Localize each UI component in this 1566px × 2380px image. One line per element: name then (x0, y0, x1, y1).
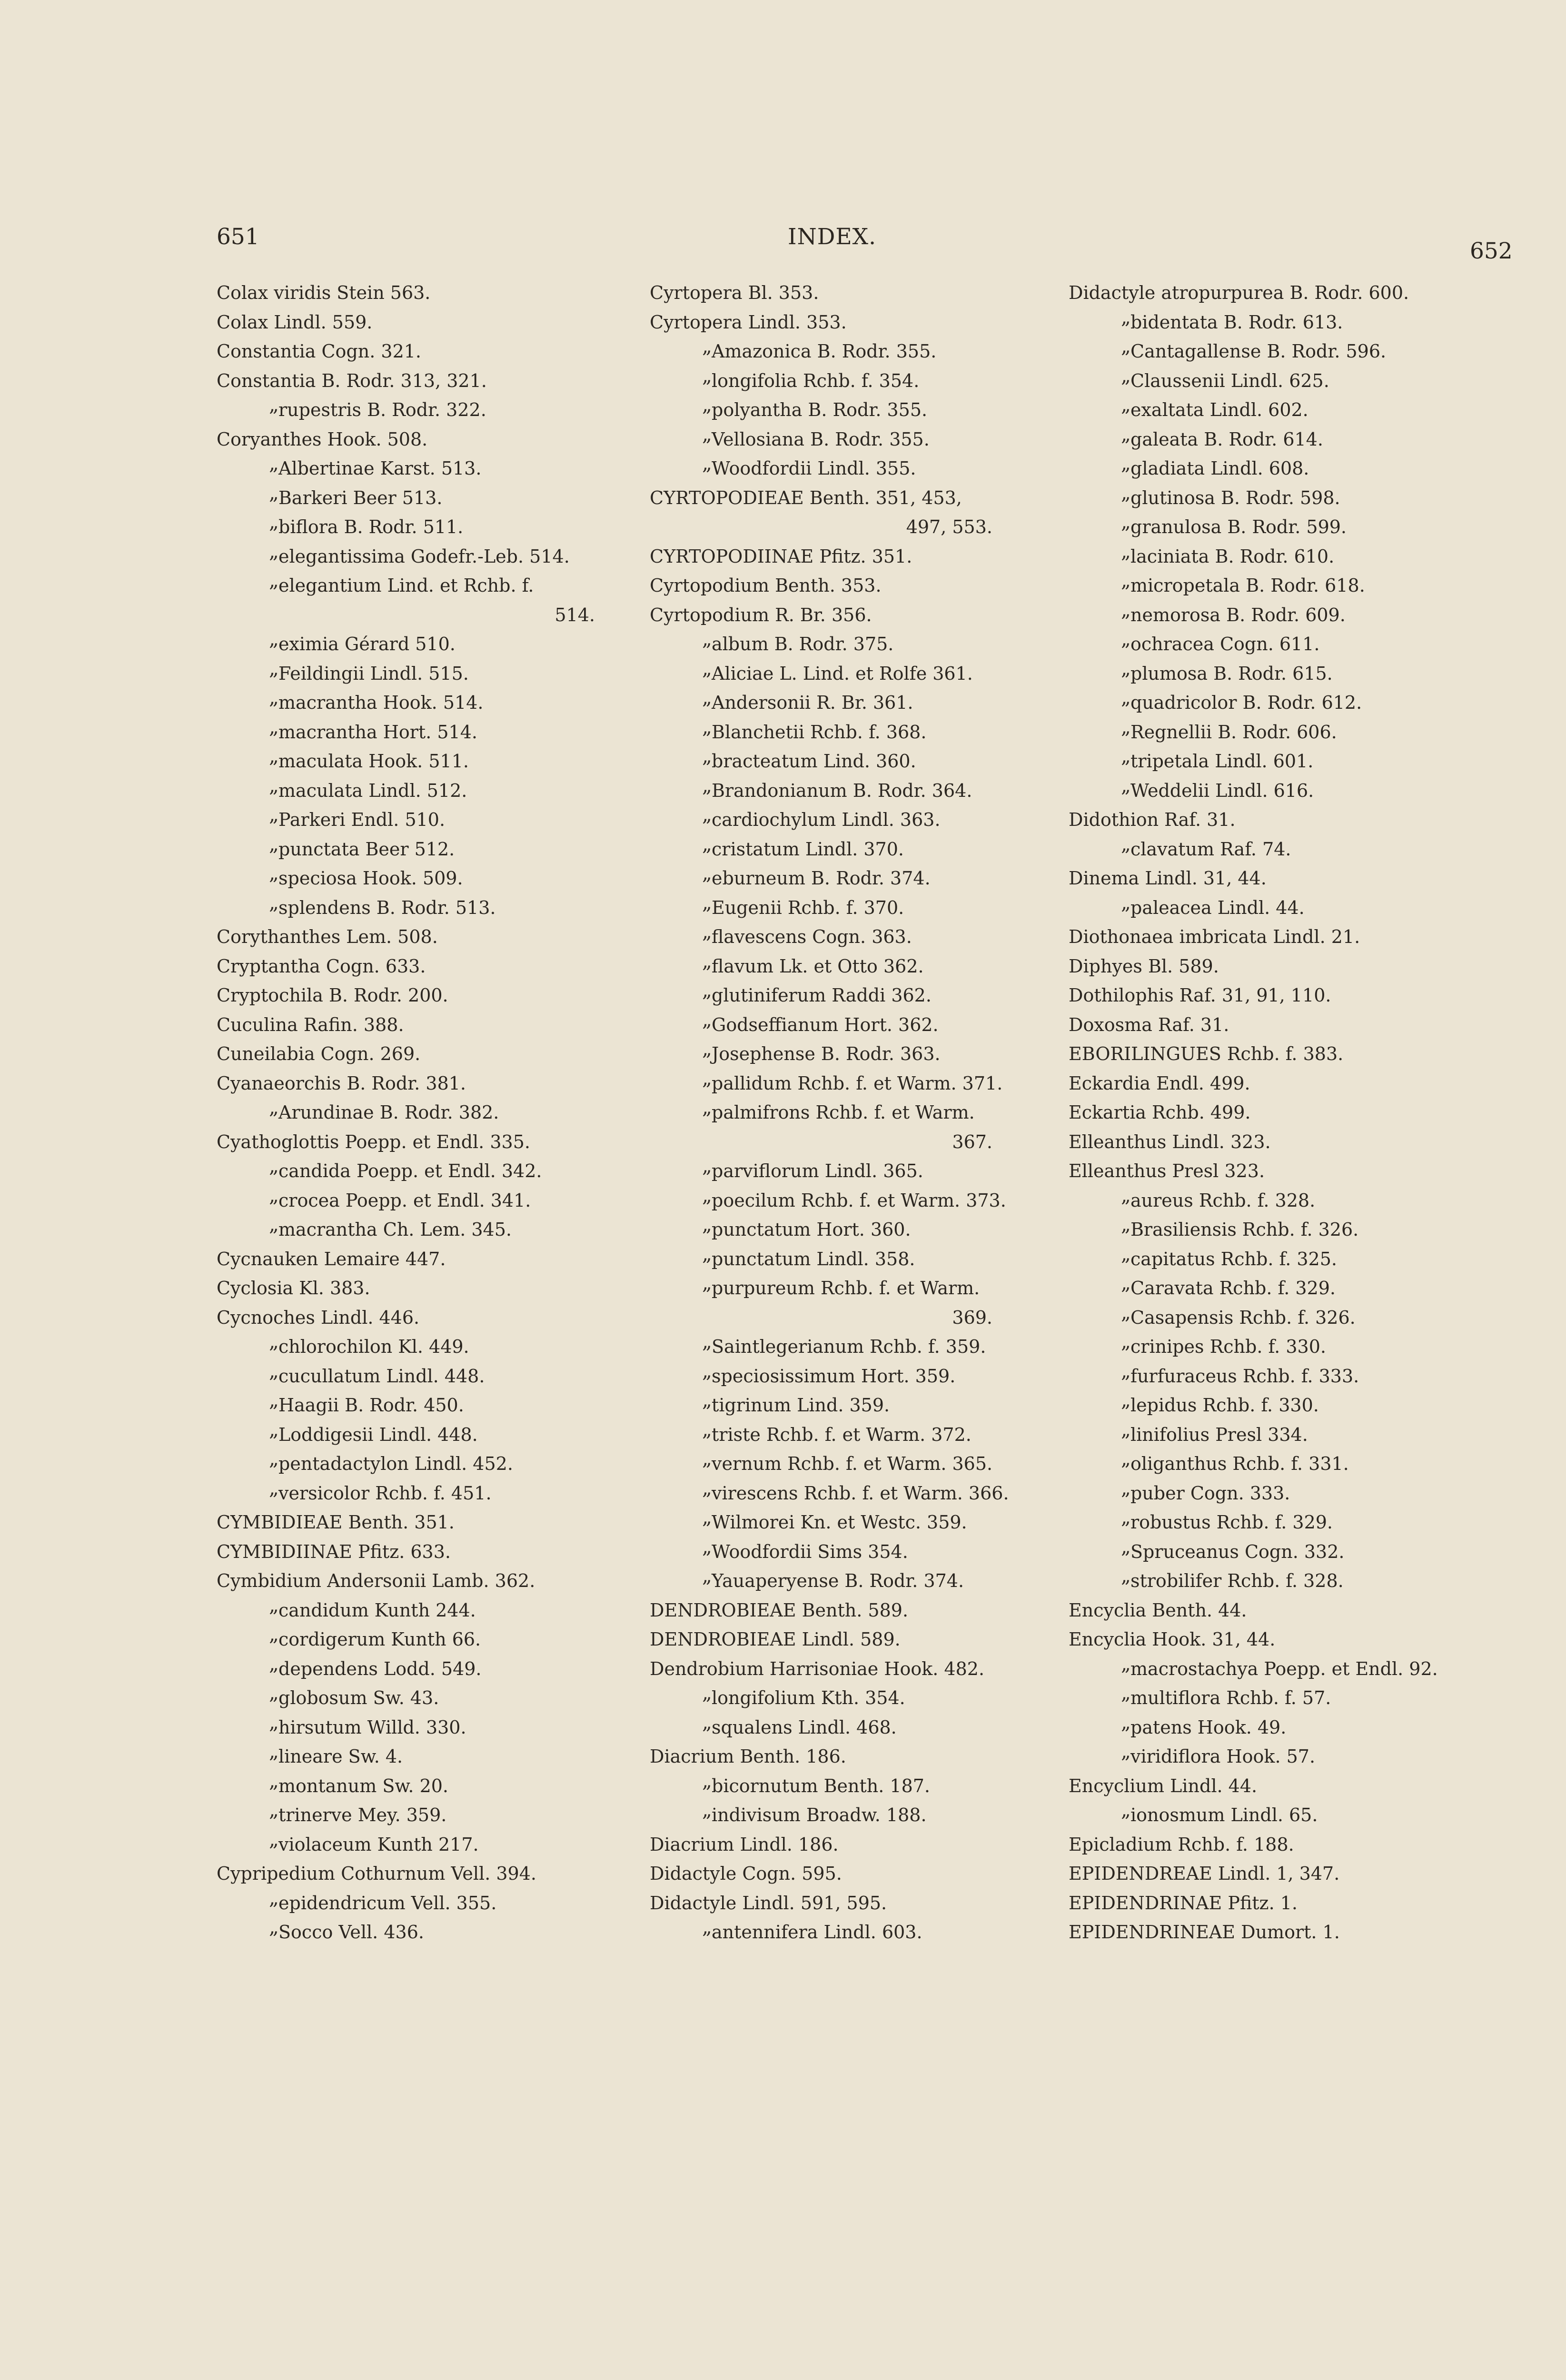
index-entry: Encyclia Hook. 31, 44. (1069, 1629, 1276, 1650)
index-subentry: „ Claussenii Lindl. 625. (1069, 367, 1526, 396)
index-entry: Elleanthus Presl 323. (1069, 1160, 1265, 1181)
index-subentry: „ punctatum Lindl. 358. (650, 1245, 1107, 1274)
index-subentry: „ rupestris B. Rodr. 322. (217, 396, 674, 425)
index-subentry: „ globosum Sw. 43. (217, 1684, 674, 1713)
index-subentry: „ Andersonii R. Br. 361. (650, 688, 1107, 718)
index-subentry: „ bicornutum Benth. 187. (650, 1772, 1107, 1801)
index-column-1 (217, 278, 674, 1947)
index-subentry: „ Blanchetii Rchb. f. 368. (650, 718, 1107, 747)
index-subentry: „ virescens Rchb. f. et Warm. 366. (650, 1479, 1107, 1508)
index-entry: Elleanthus Lindl. 323. (1069, 1131, 1271, 1152)
index-subentry: „ lepidus Rchb. f. 330. (1069, 1391, 1526, 1420)
index-subentry: „ speciosa Hook. 509. (217, 864, 674, 893)
index-entry: Corythanthes Lem. 508. (217, 926, 438, 947)
index-continuation: 367. (952, 1131, 992, 1152)
index-subentry: „ elegantissima Godefr.-Leb. 514. (217, 542, 674, 572)
index-subentry: „ granulosa B. Rodr. 599. (1069, 513, 1526, 542)
index-entry: Cycnauken Lemaire 447. (217, 1248, 446, 1269)
index-subentry: „ Loddigesii Lindl. 448. (217, 1420, 674, 1450)
index-subentry: „ longifolia Rchb. f. 354. (650, 367, 1107, 396)
index-subentry: „ nemorosa B. Rodr. 609. (1069, 601, 1526, 630)
index-subentry: „ paleacea Lindl. 44. (1069, 893, 1526, 923)
index-subentry: „ ionosmum Lindl. 65. (1069, 1801, 1526, 1830)
index-subentry: „ candidum Kunth 244. (217, 1596, 674, 1626)
index-subentry: „ eburneum B. Rodr. 374. (650, 864, 1107, 893)
index-subentry: „ squalens Lindl. 468. (650, 1713, 1107, 1743)
index-subentry: „ cordigerum Kunth 66. (217, 1625, 674, 1655)
right-page-number: 652 (1470, 238, 1513, 264)
index-entry: Cymbidium Andersonii Lamb. 362. (217, 1570, 535, 1591)
index-subentry: „ micropetala B. Rodr. 618. (1069, 571, 1526, 601)
index-subentry: „ Wilmorei Kn. et Westc. 359. (650, 1508, 1107, 1537)
index-subentry: „ linifolius Presl 334. (1069, 1420, 1526, 1450)
index-entry: EPIDENDRINAE Pfitz. 1. (1069, 1892, 1298, 1914)
index-subentry: „ quadricolor B. Rodr. 612. (1069, 688, 1526, 718)
index-entry: Cyclosia Kl. 383. (217, 1278, 370, 1299)
index-subentry: „ flavum Lk. et Otto 362. (650, 952, 1107, 982)
index-subentry: „ maculata Hook. 511. (217, 747, 674, 776)
index-subentry: „ Socco Vell. 436. (217, 1918, 674, 1947)
index-entry: EPIDENDREAE Lindl. 1, 347. (1069, 1863, 1340, 1884)
index-entry: Diacrium Benth. 186. (650, 1746, 846, 1767)
index-subentry: „ strobilifer Rchb. f. 328. (1069, 1567, 1526, 1596)
index-entry: CYRTOPODIEAE Benth. 351, 453, (650, 487, 962, 508)
index-subentry: „ bracteatum Lind. 360. (650, 747, 1107, 776)
index-subentry: „ robustus Rchb. f. 329. (1069, 1508, 1526, 1537)
index-subentry: „ macrantha Hort. 514. (217, 718, 674, 747)
index-subentry: „ macrantha Ch. Lem. 345. (217, 1215, 674, 1245)
index-entry: Dinema Lindl. 31, 44. (1069, 868, 1267, 889)
index-subentry: „ montanum Sw. 20. (217, 1772, 674, 1801)
index-entry: CYMBIDIEAE Benth. 351. (217, 1512, 455, 1533)
index-subentry: „ gladiata Lindl. 608. (1069, 454, 1526, 484)
index-entry: CYMBIDIINAE Pfitz. 633. (217, 1541, 451, 1562)
index-subentry: „ glutiniferum Raddi 362. (650, 981, 1107, 1011)
index-subentry: „ pallidum Rchb. f. et Warm. 371. (650, 1069, 1107, 1099)
index-subentry: „ puber Cogn. 333. (1069, 1479, 1526, 1508)
index-subentry: „ glutinosa B. Rodr. 598. (1069, 484, 1526, 513)
index-subentry: „ clavatum Raf. 74. (1069, 835, 1526, 864)
index-subentry: „ epidendricum Vell. 355. (217, 1889, 674, 1918)
index-subentry: „ lineare Sw. 4. (217, 1742, 674, 1772)
index-entry: Encyclium Lindl. 44. (1069, 1775, 1258, 1796)
index-entry: Cyrtopera Bl. 353. (650, 282, 819, 303)
index-subentry: „ Albertinae Karst. 513. (217, 454, 674, 484)
index-subentry: „ Yauaperyense B. Rodr. 374. (650, 1567, 1107, 1596)
index-entry: Dothilophis Raf. 31, 91, 110. (1069, 985, 1331, 1006)
index-subentry: „ laciniata B. Rodr. 610. (1069, 542, 1526, 572)
index-entry: CYRTOPODIINAE Pfitz. 351. (650, 545, 912, 567)
index-subentry: „ dependens Lodd. 549. (217, 1655, 674, 1684)
index-subentry: „ purpureum Rchb. f. et Warm. (650, 1274, 1107, 1303)
index-entry: Didactyle Lindl. 591, 595. (650, 1892, 887, 1914)
index-subentry: „ plumosa B. Rodr. 615. (1069, 659, 1526, 689)
index-subentry: „ elegantium Lind. et Rchb. f. (217, 571, 674, 601)
index-entry: Coryanthes Hook. 508. (217, 428, 428, 450)
index-subentry: „ poecilum Rchb. f. et Warm. 373. (650, 1186, 1107, 1216)
index-subentry: „ Woodfordii Sims 354. (650, 1537, 1107, 1567)
left-page-number: 651 (217, 224, 259, 250)
index-subentry: „ maculata Lindl. 512. (217, 776, 674, 806)
index-subentry: „ exaltata Lindl. 602. (1069, 396, 1526, 425)
index-subentry: „ chlorochilon Kl. 449. (217, 1332, 674, 1362)
index-subentry: „ splendens B. Rodr. 513. (217, 893, 674, 923)
index-subentry: „ polyantha B. Rodr. 355. (650, 396, 1107, 425)
index-subentry: „ viridiflora Hook. 57. (1069, 1742, 1526, 1772)
index-subentry: „ macrostachya Poepp. et Endl. 92. (1069, 1655, 1526, 1684)
index-subentry: „ crinipes Rchb. f. 330. (1069, 1332, 1526, 1362)
index-subentry: „ vernum Rchb. f. et Warm. 365. (650, 1449, 1107, 1479)
index-entry: Didothion Raf. 31. (1069, 809, 1236, 830)
index-subentry: „ Caravata Rchb. f. 329. (1069, 1274, 1526, 1303)
index-entry: Diacrium Lindl. 186. (650, 1834, 839, 1855)
index-subentry: „ speciosissimum Hort. 359. (650, 1362, 1107, 1391)
index-entry: EBORILINGUES Rchb. f. 383. (1069, 1043, 1344, 1064)
index-entry: DENDROBIEAE Lindl. 589. (650, 1629, 901, 1650)
index-subentry: „ cristatum Lindl. 370. (650, 835, 1107, 864)
index-subentry: „ Parkeri Endl. 510. (217, 805, 674, 835)
index-continuation: 369. (952, 1307, 992, 1328)
page-title: INDEX. (788, 224, 877, 250)
index-subentry: „ pentadactylon Lindl. 452. (217, 1449, 674, 1479)
index-entry: Epicladium Rchb. f. 188. (1069, 1834, 1294, 1855)
index-subentry: „ Casapensis Rchb. f. 326. (1069, 1303, 1526, 1333)
index-subentry: „ violaceum Kunth 217. (217, 1830, 674, 1860)
index-subentry: „ furfuraceus Rchb. f. 333. (1069, 1362, 1526, 1391)
index-subentry: „ hirsutum Willd. 330. (217, 1713, 674, 1743)
index-entry: Encyclia Benth. 44. (1069, 1599, 1247, 1621)
index-subentry: „ Josephense B. Rodr. 363. (650, 1040, 1107, 1069)
index-entry: Eckardia Endl. 499. (1069, 1072, 1250, 1094)
index-subentry: „ Arundinae B. Rodr. 382. (217, 1098, 674, 1128)
index-subentry: „ patens Hook. 49. (1069, 1713, 1526, 1743)
index-entry: Dendrobium Harrisoniae Hook. 482. (650, 1658, 985, 1679)
index-entry: Cyrtopodium Benth. 353. (650, 575, 882, 596)
index-entry: Eckartia Rchb. 499. (1069, 1102, 1251, 1123)
index-subentry: „ Brasiliensis Rchb. f. 326. (1069, 1215, 1526, 1245)
index-subentry: „ Vellosiana B. Rodr. 355. (650, 425, 1107, 455)
index-subentry: „ eximia Gérard 510. (217, 630, 674, 659)
index-subentry: „ flavescens Cogn. 363. (650, 922, 1107, 952)
index-subentry: „ crocea Poepp. et Endl. 341. (217, 1186, 674, 1216)
index-subentry: „ Saintlegerianum Rchb. f. 359. (650, 1332, 1107, 1362)
index-subentry: „ Aliciae L. Lind. et Rolfe 361. (650, 659, 1107, 689)
index-entry: Constantia B. Rodr. 313, 321. (217, 370, 487, 391)
index-subentry: „ palmifrons Rchb. f. et Warm. (650, 1098, 1107, 1128)
index-subentry: „ Woodfordii Lindl. 355. (650, 454, 1107, 484)
index-subentry: „ candida Poepp. et Endl. 342. (217, 1157, 674, 1186)
index-entry: EPIDENDRINEAE Dumort. 1. (1069, 1922, 1340, 1943)
index-subentry: „ album B. Rodr. 375. (650, 630, 1107, 659)
index-entry: Cycnoches Lindl. 446. (217, 1307, 420, 1328)
index-subentry: „ longifolium Kth. 354. (650, 1684, 1107, 1713)
index-subentry: „ ochracea Cogn. 611. (1069, 630, 1526, 659)
index-subentry: „ Brandonianum B. Rodr. 364. (650, 776, 1107, 806)
index-subentry: „ oliganthus Rchb. f. 331. (1069, 1449, 1526, 1479)
index-subentry: „ Regnellii B. Rodr. 606. (1069, 718, 1526, 747)
index-subentry: „ macrantha Hook. 514. (217, 688, 674, 718)
index-entry: Doxosma Raf. 31. (1069, 1014, 1229, 1035)
index-subentry: „ triste Rchb. f. et Warm. 372. (650, 1420, 1107, 1450)
index-subentry: „ Feildingii Lindl. 515. (217, 659, 674, 689)
index-subentry: „ aureus Rchb. f. 328. (1069, 1186, 1526, 1216)
index-entry: Cyathoglottis Poepp. et Endl. 335. (217, 1131, 530, 1152)
index-continuation: 514. (555, 604, 595, 625)
index-entry: Cryptantha Cogn. 633. (217, 955, 426, 977)
index-entry: Cuculina Rafin. 388. (217, 1014, 404, 1035)
index-subentry: „ bidentata B. Rodr. 613. (1069, 308, 1526, 337)
index-subentry: „ capitatus Rchb. f. 325. (1069, 1245, 1526, 1274)
index-subentry: „ multiflora Rchb. f. 57. (1069, 1684, 1526, 1713)
index-subentry: „ Amazonica B. Rodr. 355. (650, 337, 1107, 367)
index-subentry: „ cucullatum Lindl. 448. (217, 1362, 674, 1391)
index-subentry: „ tripetala Lindl. 601. (1069, 747, 1526, 776)
index-entry: Cypripedium Cothurnum Vell. 394. (217, 1863, 536, 1884)
index-entry: Didactyle atropurpurea B. Rodr. 600. (1069, 282, 1409, 303)
index-entry: Cyrtopodium R. Br. 356. (650, 604, 872, 625)
index-entry: Diphyes Bl. 589. (1069, 955, 1219, 977)
index-subentry: „ trinerve Mey. 359. (217, 1801, 674, 1830)
index-subentry: „ cardiochylum Lindl. 363. (650, 805, 1107, 835)
index-entry: Cyanaeorchis B. Rodr. 381. (217, 1072, 466, 1094)
index-entry: Didactyle Cogn. 595. (650, 1863, 842, 1884)
index-entry: Colax viridis Stein 563. (217, 282, 431, 303)
index-entry: Constantia Cogn. 321. (217, 341, 422, 362)
index-entry: Cryptochila B. Rodr. 200. (217, 985, 448, 1006)
index-column-2 (650, 278, 1107, 1947)
index-entry: Cyrtopera Lindl. 353. (650, 311, 847, 333)
index-subentry: „ versicolor Rchb. f. 451. (217, 1479, 674, 1508)
index-subentry: „ punctata Beer 512. (217, 835, 674, 864)
index-subentry: „ antennifera Lindl. 603. (650, 1918, 1107, 1947)
index-subentry: „ galeata B. Rodr. 614. (1069, 425, 1526, 455)
index-subentry: „ Spruceanus Cogn. 332. (1069, 1537, 1526, 1567)
index-entry: Cuneilabia Cogn. 269. (217, 1043, 421, 1064)
index-subentry: „ punctatum Hort. 360. (650, 1215, 1107, 1245)
index-subentry: „ Haagii B. Rodr. 450. (217, 1391, 674, 1420)
index-subentry: „ indivisum Broadw. 188. (650, 1801, 1107, 1830)
index-column-3 (1069, 278, 1526, 1947)
index-subentry: „ Weddelii Lindl. 616. (1069, 776, 1526, 806)
index-continuation: 497, 553. (906, 516, 992, 537)
index-subentry: „ Eugenii Rchb. f. 370. (650, 893, 1107, 923)
index-subentry: „ Cantagallense B. Rodr. 596. (1069, 337, 1526, 367)
index-subentry: „ Barkeri Beer 513. (217, 484, 674, 513)
index-entry: Diothonaea imbricata Lindl. 21. (1069, 926, 1360, 947)
index-subentry: „ parviflorum Lindl. 365. (650, 1157, 1107, 1186)
index-subentry: „ Godseffianum Hort. 362. (650, 1011, 1107, 1040)
index-subentry: „ tigrinum Lind. 359. (650, 1391, 1107, 1420)
index-entry: Colax Lindl. 559. (217, 311, 373, 333)
index-entry: DENDROBIEAE Benth. 589. (650, 1599, 909, 1621)
index-subentry: „ biflora B. Rodr. 511. (217, 513, 674, 542)
